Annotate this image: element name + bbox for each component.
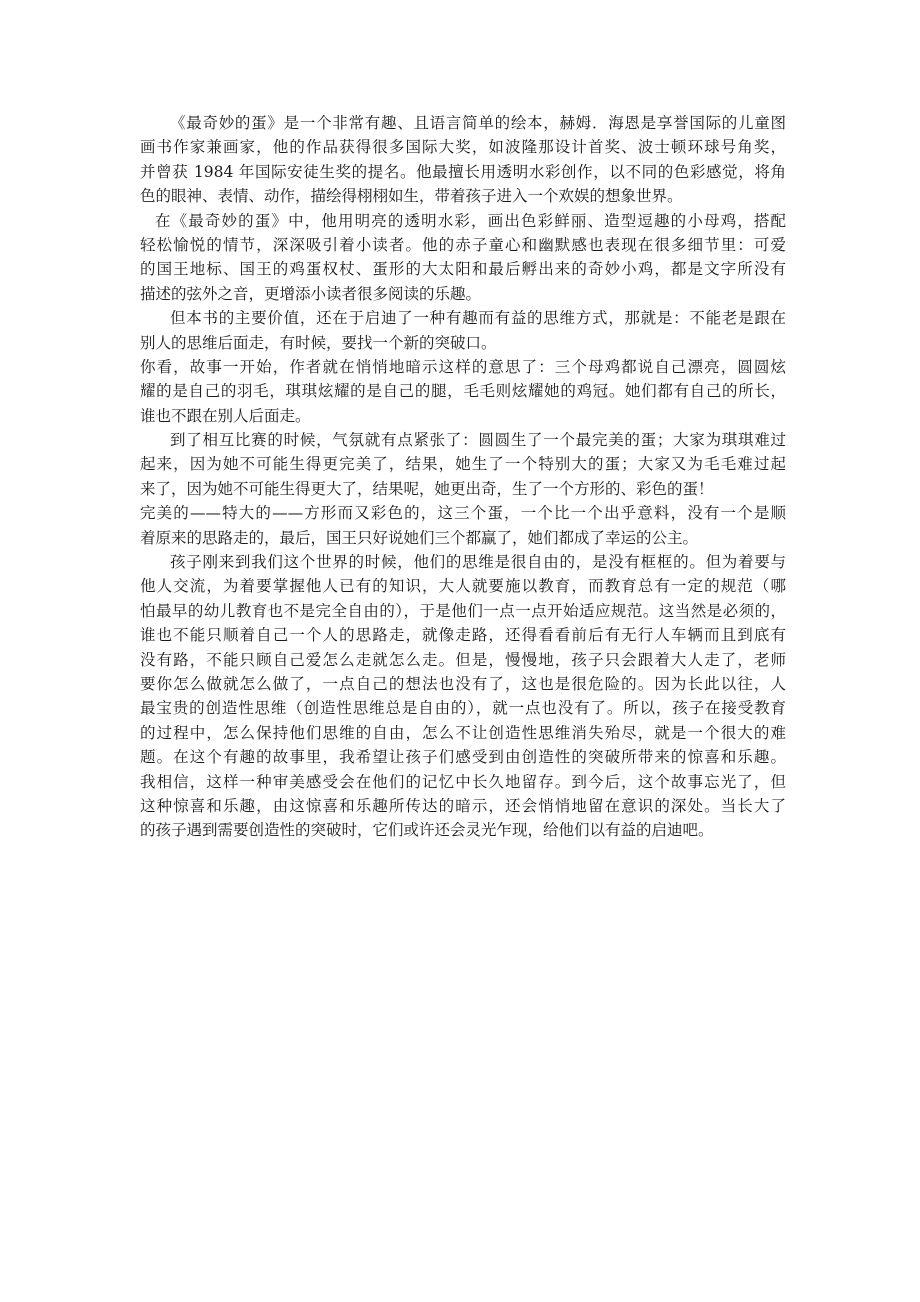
text-line: 到了相互比赛的时候，气氛就有点紧张了：圆圆生了一个最完美的蛋；大家为琪琪难过 — [170, 431, 786, 450]
text-line: 他人交流，为着要掌握他人已有的知识，大人就要施以教育，而教育总有一定的规范（哪 — [140, 577, 786, 596]
text-line: 在《最奇妙的蛋》中，他用明亮的透明水彩，画出色彩鲜丽、造型逗趣的小母鸡，搭配 — [155, 211, 786, 230]
text-line: 谁也不跟在别人后面走。 — [140, 406, 311, 425]
text-line: 你看，故事一开始，作者就在悄悄地暗示这样的意思了：三个母鸡都说自己漂亮，圆圆炫 — [140, 357, 786, 376]
text-line: 着原来的思路走的，最后，国王只好说她们三个都赢了，她们都成了幸运的公主。 — [140, 528, 699, 547]
text-line: 起来，因为她不可能生得更完美了，结果，她生了一个特别大的蛋；大家又为毛毛难过起 — [140, 455, 786, 474]
document-body — [140, 111, 786, 843]
text-line: 没有路，不能只顾自己爱怎么走就怎么走。但是，慢慢地，孩子只会跟着大人走了，老师 — [140, 650, 786, 669]
text-line: 完美的——特大的——方形而又彩色的，这三个蛋，一个比一个出乎意料，没有一个是顺 — [140, 504, 786, 523]
text-line: 题。在这个有趣的故事里，我希望让孩子们感受到由创造性的突破所带来的惊喜和乐趣。 — [140, 748, 786, 767]
text-line: 这种惊喜和乐趣，由这惊喜和乐趣所传达的暗示，还会悄悄地留在意识的深处。当长大了 — [140, 796, 786, 815]
text-line: 但本书的主要价值，还在于启迪了一种有趣而有益的思维方式，那就是：不能老是跟在 — [170, 309, 786, 328]
text-line: 耀的是自己的羽毛，琪琪炫耀的是自己的腿，毛毛则炫耀她的鸡冠。她们都有自己的所长， — [140, 382, 786, 401]
text-line: 别人的思维后面走，有时候，要找一个新的突破口。 — [140, 333, 497, 352]
text-line: 谁也不能只顺着自己一个人的思路走，就像走路，还得看看前后有无行人车辆而且到底有 — [140, 626, 786, 645]
text-line: 《最奇妙的蛋》是一个非常有趣、且语言简单的绘本，赫姆．海恩是享誉国际的儿童图 — [170, 114, 786, 132]
text-line: 的过程中，怎么保持他们思维的自由，怎么不让创造性思维消失殆尽，就是一个很大的难 — [140, 723, 786, 742]
text-line: 最宝贵的创造性思维（创造性思维总是自由的），就一点也没有了。所以，孩子在接受教育 — [140, 699, 786, 718]
text-line: 轻松愉悦的情节，深深吸引着小读者。他的赤子童心和幽默感也表现在很多细节里：可爱 — [140, 235, 786, 254]
text-line: 描述的弦外之音，更增添小读者很多阅读的乐趣。 — [140, 284, 482, 303]
text-line: 画书作家兼画家，他的作品获得很多国际大奖，如波隆那设计首奖、波士顿环球号角奖， — [140, 138, 786, 157]
text-line: 来了，因为她不可能生得更大了，结果呢，她更出奇，生了一个方形的、彩色的蛋！ — [140, 479, 714, 498]
text-line: 的国王地标、国王的鸡蛋权杖、蛋形的大太阳和最后孵出来的奇妙小鸡，都是文字所没有 — [140, 260, 786, 279]
text-line: 的孩子遇到需要创造性的突破时，它们或许还会灵光乍现，给他们以有益的启迪吧。 — [140, 821, 714, 840]
text-line: 怕最早的幼儿教育也不是完全自由的），于是他们一点一点开始适应规范。这当然是必须的， — [140, 601, 786, 620]
text-line: 孩子刚来到我们这个世界的时候，他们的思维是很自由的，是没有框框的。但为着要与 — [170, 553, 786, 572]
text-line: 并曾获 1984 年国际安徒生奖的提名。他最擅长用透明水彩创作，以不同的色彩感觉，将角 — [140, 162, 786, 181]
text-line: 我相信，这样一种审美感受会在他们的记忆中长久地留存。到今后，这个故事忘光了，但 — [140, 772, 786, 791]
text-line: 色的眼神、表情、动作，描绘得栩栩如生，带着孩子进入一个欢娱的想象世界。 — [140, 187, 683, 206]
text-line: 要你怎么做就怎么做了，一点自己的想法也没有了，这也是很危险的。因为长此以往，人 — [140, 674, 786, 693]
